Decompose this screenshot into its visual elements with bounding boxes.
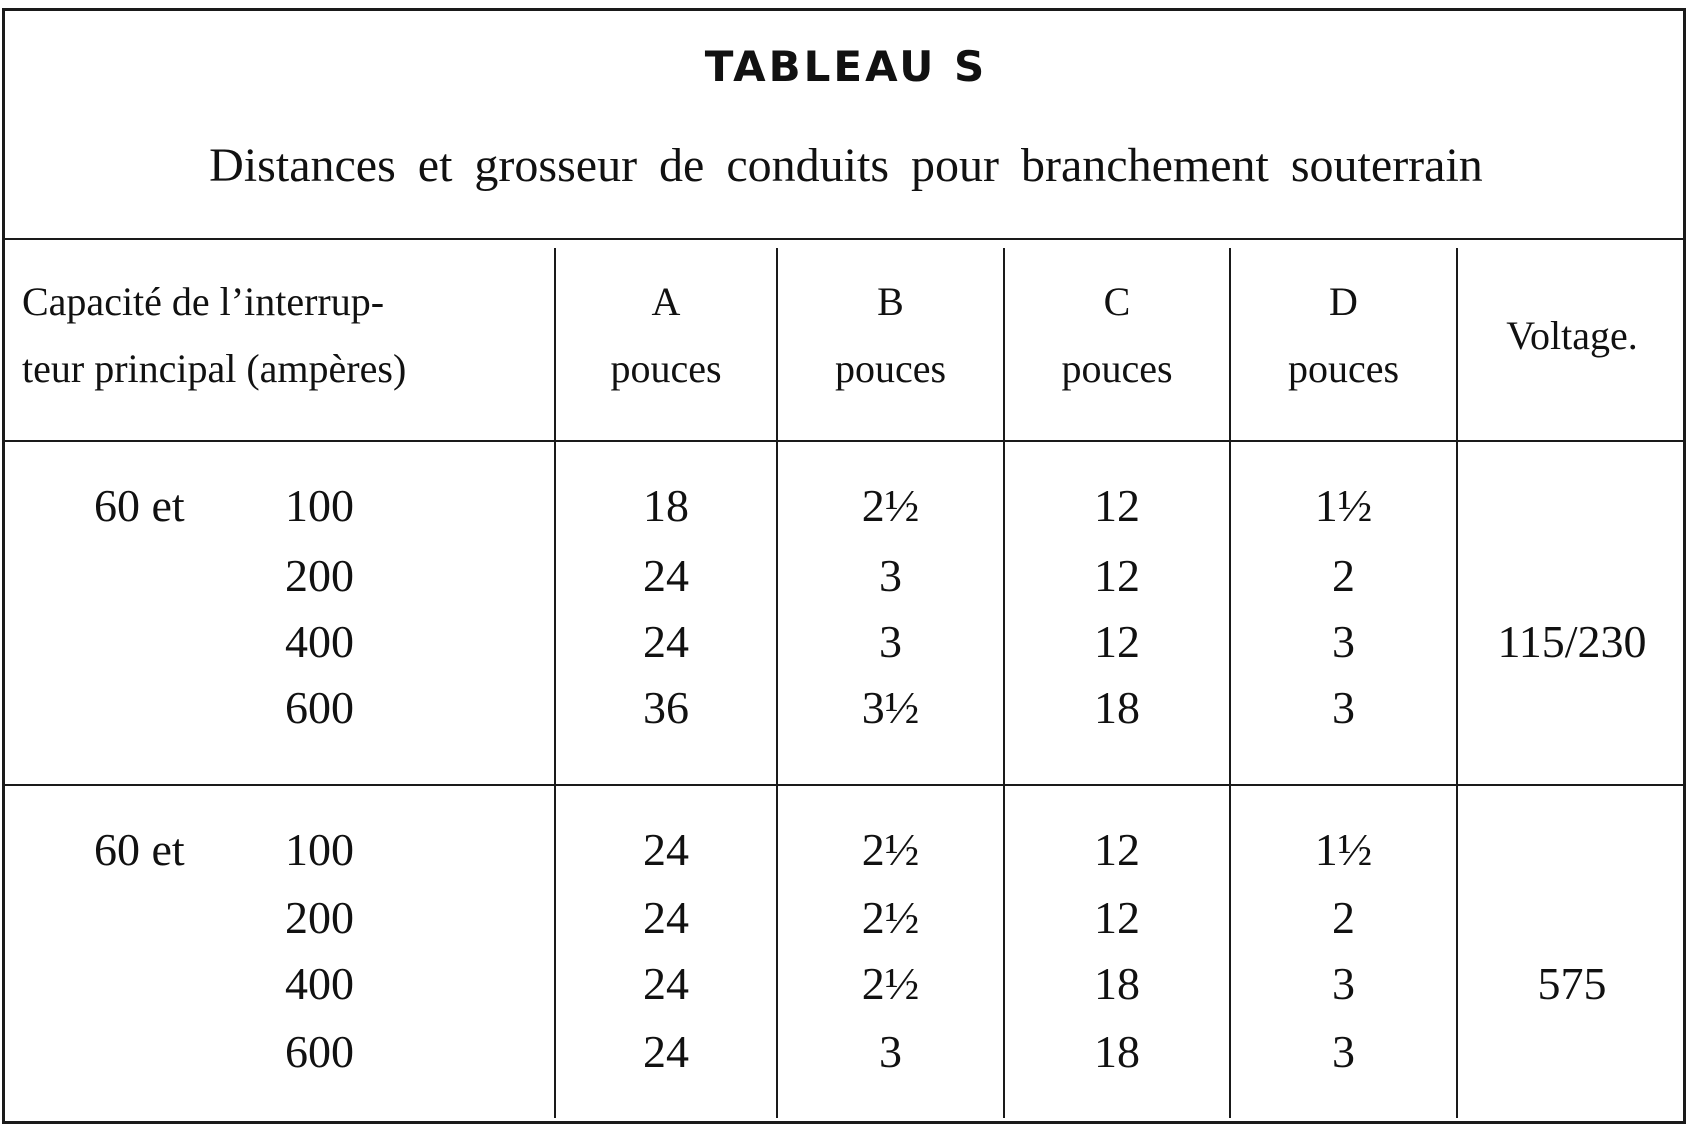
header-capacity-line-2: teur principal (ampères) bbox=[22, 346, 407, 391]
cell-d: 1½ bbox=[1314, 824, 1373, 875]
cell-b: 2½ bbox=[861, 892, 920, 943]
cell-c: 12 bbox=[1094, 550, 1140, 601]
cell-c: 12 bbox=[1094, 480, 1140, 531]
rule-between-groups bbox=[2, 784, 1686, 786]
cell-b: 3½ bbox=[861, 682, 920, 733]
cell-a: 36 bbox=[643, 682, 689, 733]
cell-a: 24 bbox=[643, 824, 689, 875]
capacity-cell: 400 bbox=[285, 616, 354, 667]
table-title: TABLEAU S bbox=[704, 42, 988, 91]
cell-a: 18 bbox=[643, 480, 689, 531]
cell-d: 3 bbox=[1332, 616, 1355, 667]
header-d-unit: pouces bbox=[1287, 346, 1400, 391]
cell-a: 24 bbox=[643, 892, 689, 943]
cell-b: 3 bbox=[879, 550, 902, 601]
cell-c: 12 bbox=[1094, 824, 1140, 875]
capacity-cell: 200 bbox=[285, 550, 354, 601]
cell-c: 18 bbox=[1094, 682, 1140, 733]
rule-under-header bbox=[2, 440, 1686, 442]
cell-a: 24 bbox=[643, 958, 689, 1009]
rule-under-title bbox=[2, 238, 1686, 240]
cell-b: 2½ bbox=[861, 958, 920, 1009]
cell-d: 2 bbox=[1332, 892, 1355, 943]
header-b-letter: B bbox=[877, 279, 904, 324]
capacity-cell: 60 et 100 bbox=[94, 480, 354, 531]
capacity-cell: 600 bbox=[285, 1026, 354, 1077]
cell-d: 3 bbox=[1332, 958, 1355, 1009]
cell-a: 24 bbox=[643, 1026, 689, 1077]
cell-a: 24 bbox=[643, 616, 689, 667]
header-a-unit: pouces bbox=[610, 346, 722, 391]
header-a bbox=[556, 268, 776, 402]
capacity-cell: 200 bbox=[285, 892, 354, 943]
cell-d: 1½ bbox=[1314, 480, 1373, 531]
header-d-letter: D bbox=[1329, 279, 1358, 324]
cell-b: 3 bbox=[879, 1026, 902, 1077]
cell-voltage: 115/230 bbox=[1497, 616, 1647, 667]
cell-c: 18 bbox=[1094, 958, 1140, 1009]
header-capacity-line-1: Capacité de l’interrup- bbox=[22, 279, 385, 324]
cell-b: 3 bbox=[879, 616, 902, 667]
capacity-cell: 600 bbox=[285, 682, 354, 733]
cell-c: 12 bbox=[1094, 616, 1140, 667]
cell-voltage: 575 bbox=[1537, 958, 1607, 1009]
capacity-cell: 60 et 100 bbox=[94, 824, 354, 875]
header-c-letter: C bbox=[1103, 279, 1131, 324]
cell-d: 2 bbox=[1332, 550, 1355, 601]
header-d bbox=[1231, 268, 1456, 402]
header-voltage: Voltage. bbox=[1506, 313, 1638, 358]
header-capacity bbox=[22, 268, 542, 402]
cell-b: 2½ bbox=[861, 480, 920, 531]
cell-a: 24 bbox=[643, 550, 689, 601]
cell-d: 3 bbox=[1332, 1026, 1355, 1077]
capacity-cell: 400 bbox=[285, 958, 354, 1009]
cell-b: 2½ bbox=[861, 824, 920, 875]
header-b bbox=[778, 268, 1003, 402]
header-c-unit: pouces bbox=[1061, 346, 1173, 391]
cell-c: 12 bbox=[1094, 892, 1140, 943]
header-c bbox=[1005, 268, 1229, 402]
cell-c: 18 bbox=[1094, 1026, 1140, 1077]
cell-d: 3 bbox=[1332, 682, 1355, 733]
header-a-letter: A bbox=[651, 279, 681, 324]
table-subtitle: Distances et grosseur de conduits pour branchement souterrain bbox=[209, 139, 1483, 192]
header-b-unit: pouces bbox=[834, 346, 947, 391]
